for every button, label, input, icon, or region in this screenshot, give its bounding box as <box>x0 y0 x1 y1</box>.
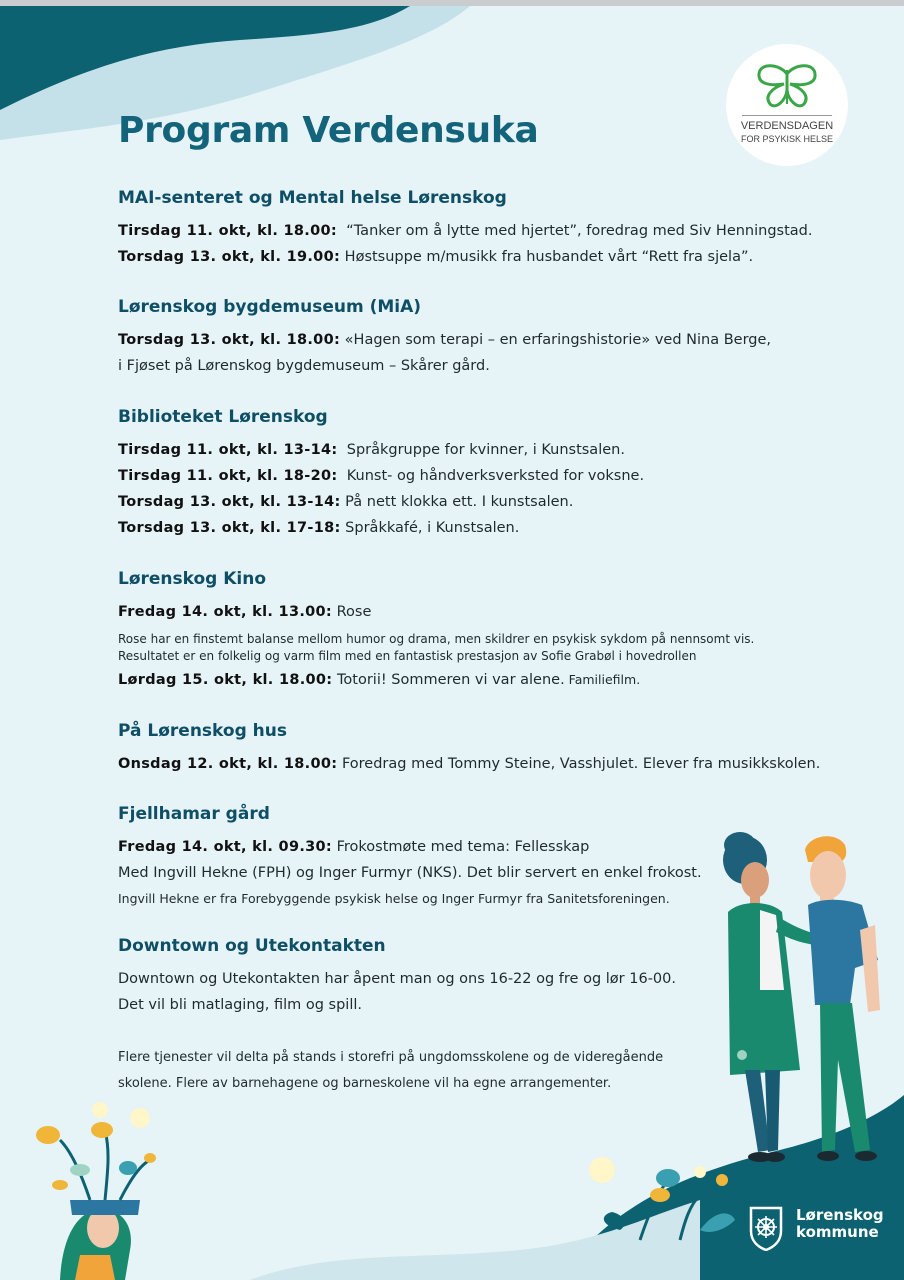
section-downtown <box>118 936 818 1018</box>
event-text: Språkkafé, i Kunstsalen. <box>340 520 520 536</box>
event-text: Rose <box>332 604 372 620</box>
event-line <box>118 599 818 625</box>
event-line <box>118 751 821 777</box>
event-time: Fredag 14. okt, kl. 09.30: <box>118 839 333 855</box>
event-text: Høstsuppe m/musikk fra husbandet vårt “Rett fra sjela”. <box>340 249 754 265</box>
note-line: skolene. Flere av barnehagene og barneskolene vil ha egne arrangementer. <box>118 1076 612 1091</box>
event-text: Frokostmøte med tema: Fellesskap <box>332 839 590 855</box>
event-line <box>118 353 818 379</box>
verdensdagen-logo <box>726 44 848 166</box>
logo-divider <box>742 115 832 116</box>
event-description: Ingvill Hekne er fra Forebyggende psykisk helse og Inger Furmyr fra Sanitetsforeningen. <box>118 891 670 906</box>
event-text: På nett klokka ett. I kunstsalen. <box>340 494 574 510</box>
section-lorenskog-hus <box>118 721 821 777</box>
event-text: Totorii! Sommeren vi var alene. <box>332 672 565 688</box>
event-time: Fredag 14. okt, kl. 13.00: <box>118 604 333 620</box>
section-biblioteket <box>118 407 818 541</box>
event-description: Rose har en finstemt balanse mellom humor og drama, men skildrer en psykisk sykdom på nennsomt vis. <box>118 632 755 646</box>
section-title: MAI-senteret og Mental helse Lørenskog <box>118 188 507 208</box>
event-text: «Hagen som terapi – en erfaringshistorie» ved Nina Berge, <box>340 332 772 348</box>
event-text: Kunst- og håndverksverksted for voksne. <box>337 468 645 484</box>
section-title: Biblioteket Lørenskog <box>118 407 328 427</box>
event-note: Familiefilm. <box>564 672 641 687</box>
kommune-line1: Lørenskog <box>796 1206 884 1224</box>
event-text: “Tanker om å lytte med hjertet”, foredrag med Siv Henningstad. <box>337 223 813 239</box>
logo-line2: FOR PSYKISK HELSE <box>740 134 834 144</box>
kommune-name <box>796 1207 884 1241</box>
event-line <box>118 463 818 489</box>
note-line: Flere tjenester vil delta på stands i storefri på ungdomsskolene og de videregående <box>118 1050 664 1065</box>
lorenskog-kommune-logo <box>748 1205 884 1255</box>
event-time: Tirsdag 11. okt, kl. 18.00: <box>118 223 337 239</box>
event-line <box>118 437 818 463</box>
coat-of-arms-icon <box>748 1205 784 1251</box>
section-title: Lørenskog bygdemuseum (MiA) <box>118 297 422 317</box>
event-line <box>118 244 818 270</box>
event-text: Downtown og Utekontakten har åpent man og ons 16-22 og fre og lør 16-00. <box>118 971 676 987</box>
butterfly-icon <box>754 64 820 110</box>
section-kino <box>118 569 818 693</box>
event-text: Språkgruppe for kvinner, i Kunstsalen. <box>337 442 625 458</box>
event-line <box>118 966 818 992</box>
closing-note <box>118 1045 718 1097</box>
event-line <box>118 218 818 244</box>
event-time: Torsdag 13. okt, kl. 19.00: <box>118 249 341 265</box>
event-line <box>118 327 818 353</box>
event-line <box>118 860 818 886</box>
section-fjellhamar <box>118 804 818 912</box>
event-description: Resultatet er en folkelig og varm film med en fantastisk prestasjon av Sofie Grabøl i hovedrollen <box>118 649 697 663</box>
event-time: Onsdag 12. okt, kl. 18.00: <box>118 756 338 772</box>
event-line <box>118 834 818 860</box>
event-time: Torsdag 13. okt, kl. 13-14: <box>118 494 341 510</box>
event-line <box>118 667 818 693</box>
section-title: På Lørenskog hus <box>118 721 287 741</box>
event-time: Lørdag 15. okt, kl. 18.00: <box>118 672 333 688</box>
event-time: Tirsdag 11. okt, kl. 13-14: <box>118 442 338 458</box>
event-text: Med Ingvill Hekne (FPH) og Inger Furmyr (NKS). Det blir servert en enkel frokost. <box>118 865 702 881</box>
section-title: Downtown og Utekontakten <box>118 936 386 956</box>
event-line <box>118 992 818 1018</box>
event-text: Foredrag med Tommy Steine, Vasshjulet. Elever fra musikkskolen. <box>337 756 821 772</box>
page-title: Program Verdensuka <box>118 110 539 151</box>
event-text: Det vil bli matlaging, film og spill. <box>118 997 362 1013</box>
event-time: Torsdag 13. okt, kl. 17-18: <box>118 520 341 536</box>
event-text: i Fjøset på Lørenskog bygdemuseum – Skårer gård. <box>118 358 490 374</box>
head-flowers-illustration <box>36 1102 156 1280</box>
section-title: Fjellhamar gård <box>118 804 270 824</box>
event-line <box>118 515 818 541</box>
section-mai-senteret <box>118 188 818 270</box>
logo-line1: VERDENSDAGEN <box>740 120 834 132</box>
section-bygdemuseum <box>118 297 818 379</box>
event-time: Torsdag 13. okt, kl. 18.00: <box>118 332 341 348</box>
event-time: Tirsdag 11. okt, kl. 18-20: <box>118 468 338 484</box>
event-line <box>118 489 818 515</box>
section-title: Lørenskog Kino <box>118 569 267 589</box>
kommune-line2: kommune <box>796 1223 879 1241</box>
